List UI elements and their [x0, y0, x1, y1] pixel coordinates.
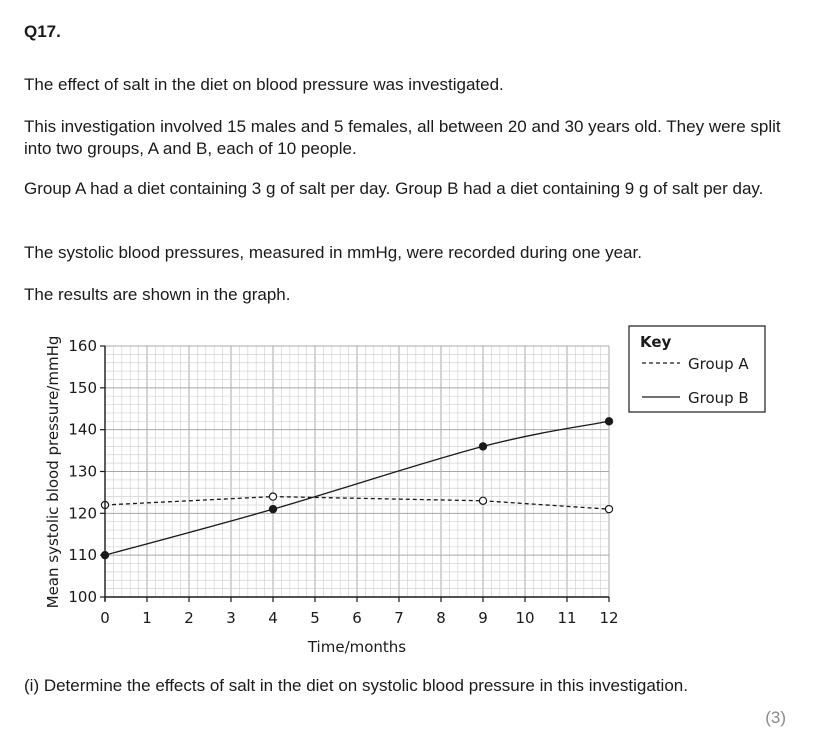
key-group-b-label: Group B [688, 389, 749, 407]
marks-label: (3) [765, 708, 786, 727]
x-tick-label: 3 [226, 609, 236, 627]
group-a-point [605, 506, 612, 513]
x-tick-label: 2 [184, 609, 194, 627]
measurement-paragraph: The systolic blood pressures, measured in mmHg, were recorded during one year. [24, 243, 642, 262]
intro-paragraph: The effect of salt in the diet on blood pressure was investigated. [24, 75, 504, 94]
x-tick-label: 4 [268, 609, 278, 627]
y-tick-label: 150 [68, 378, 97, 397]
group-a-point [269, 493, 276, 500]
graph-axes [68, 337, 618, 627]
y-axis-label: Mean systolic blood pressure/mmHg [44, 335, 62, 609]
x-tick-label: 1 [142, 609, 152, 627]
key-title: Key [640, 333, 672, 351]
y-tick-label: 130 [68, 462, 97, 481]
results-paragraph: The results are shown in the graph. [24, 285, 291, 304]
x-tick-label: 10 [515, 609, 535, 627]
x-tick-label: 9 [478, 609, 488, 627]
diet-paragraph: Group A had a diet containing 3 g of salt per day. Group B had a diet containing 9 g of salt per day. [24, 179, 764, 198]
question-number: Q17. [24, 22, 61, 41]
x-tick-label: 0 [100, 609, 110, 627]
x-tick-label: 7 [394, 609, 404, 627]
x-tick-label: 8 [436, 609, 446, 627]
x-tick-label: 6 [352, 609, 362, 627]
x-tick-label: 11 [557, 609, 577, 627]
participants-paragraph: This investigation involved 15 males and 5 females, all between 20 and 30 years old. They were split into two groups, A and B, each of 10 people. [24, 117, 781, 158]
key-group-a-label: Group A [688, 355, 749, 373]
graph-key [629, 326, 765, 412]
x-tick-label: 12 [599, 609, 619, 627]
x-axis-label: Time/months [307, 638, 407, 656]
y-tick-label: 160 [68, 337, 97, 355]
y-tick-label: 120 [68, 504, 97, 523]
group-a-point [479, 497, 486, 504]
group-b-point [605, 418, 612, 425]
y-tick-label: 110 [68, 546, 97, 565]
group-b-point [269, 506, 276, 513]
group-b-point [479, 443, 486, 450]
x-tick-label: 5 [310, 609, 320, 627]
y-tick-label: 100 [68, 588, 97, 606]
question-text: (i) Determine the effects of salt in the diet on systolic blood pressure in this investigation. [24, 676, 688, 695]
y-tick-label: 140 [68, 420, 97, 439]
graph-grid [105, 346, 609, 597]
